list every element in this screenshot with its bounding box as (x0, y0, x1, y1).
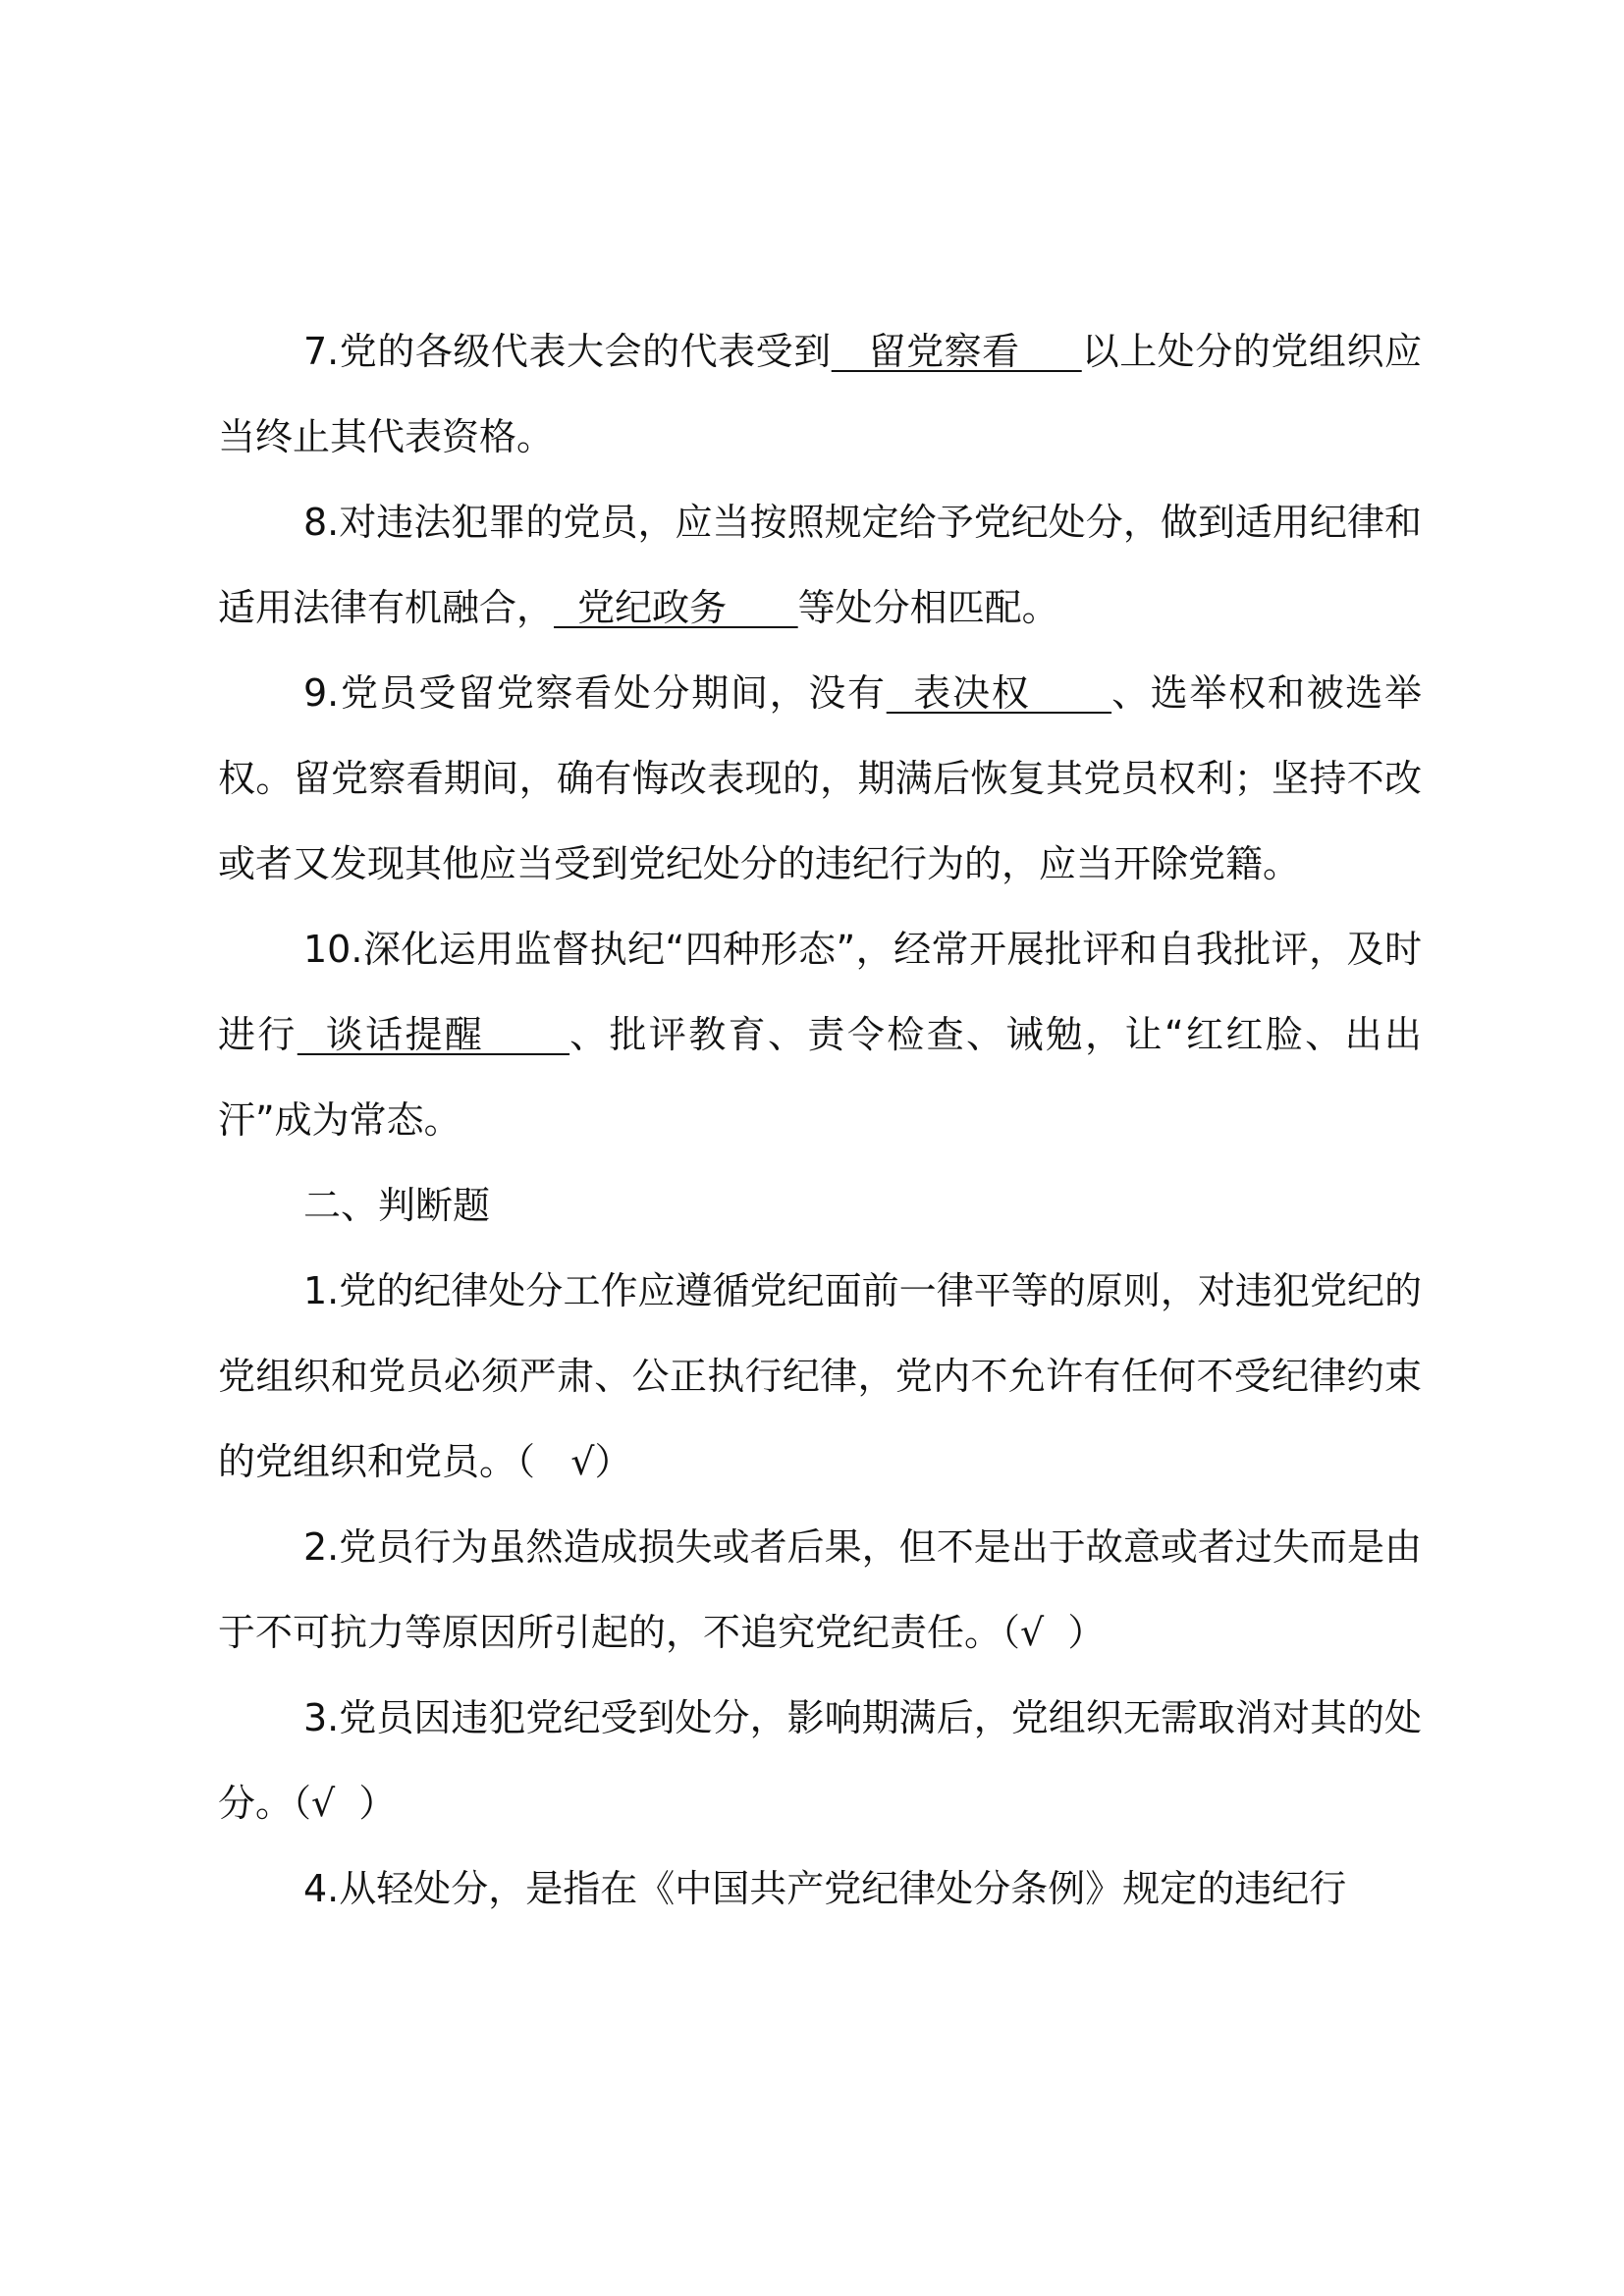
item-number: 3. (303, 1696, 340, 1739)
answer-mark: （√ ） (1001, 1611, 1106, 1654)
item-number: 1. (303, 1269, 340, 1312)
item-text: 从轻处分，是指在《中国共产党纪律处分条例》规定的违纪行 (339, 1867, 1347, 1910)
section-heading: 二、判断题 (303, 1184, 491, 1227)
answer-blank: 表决权 (886, 671, 1112, 715)
fill-in-item-7 (218, 309, 1422, 480)
item-number: 2. (303, 1525, 340, 1569)
judgment-item-1 (218, 1249, 1422, 1505)
answer-mark: （ √） (516, 1440, 632, 1483)
judgment-item-4 (218, 1846, 1422, 1932)
item-text-before: 党员受留党察看处分期间，没有 (339, 671, 887, 715)
item-text-before: 党的各级代表大会的代表受到 (339, 330, 832, 373)
item-number: 9. (303, 671, 340, 715)
fill-in-item-9 (218, 651, 1422, 907)
document-page (218, 309, 1422, 1932)
item-text-after: 、选举权和被选举权。留党察看期间，确有悔改表现的，期满后恢复其党员权利；坚持不改或者又发现其他应当受到党纪处分的违纪行为的，应当开除党籍。 (218, 671, 1422, 885)
item-text-before: 深化运用监督执纪“四种形态”，经常开展批评和自我批评，及时进行 (218, 928, 1422, 1056)
answer-blank: 党纪政务 (554, 586, 798, 629)
item-number: 7. (303, 330, 340, 373)
item-number: 10. (303, 928, 363, 971)
answer-blank: 谈话提醒 (297, 1013, 570, 1056)
answer-blank: 留党察看 (831, 330, 1082, 373)
judgment-item-3 (218, 1676, 1422, 1846)
answer-mark: （√ ） (293, 1782, 397, 1825)
item-text-after: 等处分相匹配。 (797, 586, 1059, 629)
item-text-after: 以上处分的党组织应当终止其代表资格。 (218, 330, 1422, 458)
item-text-before: 对违法犯罪的党员，应当按照规定给予党纪处分，做到适用纪律和适用法律有机融合， (218, 501, 1422, 629)
fill-in-item-8 (218, 480, 1422, 651)
item-text: 党员行为虽然造成损失或者后果，但不是出于故意或者过失而是由于不可抗力等原因所引起的，不追究党纪责任。 (218, 1525, 1422, 1654)
judgment-item-2 (218, 1505, 1422, 1676)
item-number: 4. (303, 1867, 340, 1910)
item-number: 8. (303, 501, 340, 544)
fill-in-item-10 (218, 907, 1422, 1163)
item-text-after: 、批评教育、责令检查、诫勉，让“红红脸、出出汗”成为常态。 (218, 1013, 1422, 1142)
item-text: 党员因违犯党纪受到处分，影响期满后，党组织无需取消对其的处分。 (218, 1696, 1422, 1825)
item-text: 党的纪律处分工作应遵循党纪面前一律平等的原则，对违犯党纪的党组织和党员必须严肃、公正执行纪律，党内不允许有任何不受纪律约束的党组织和党员。 (218, 1269, 1422, 1483)
